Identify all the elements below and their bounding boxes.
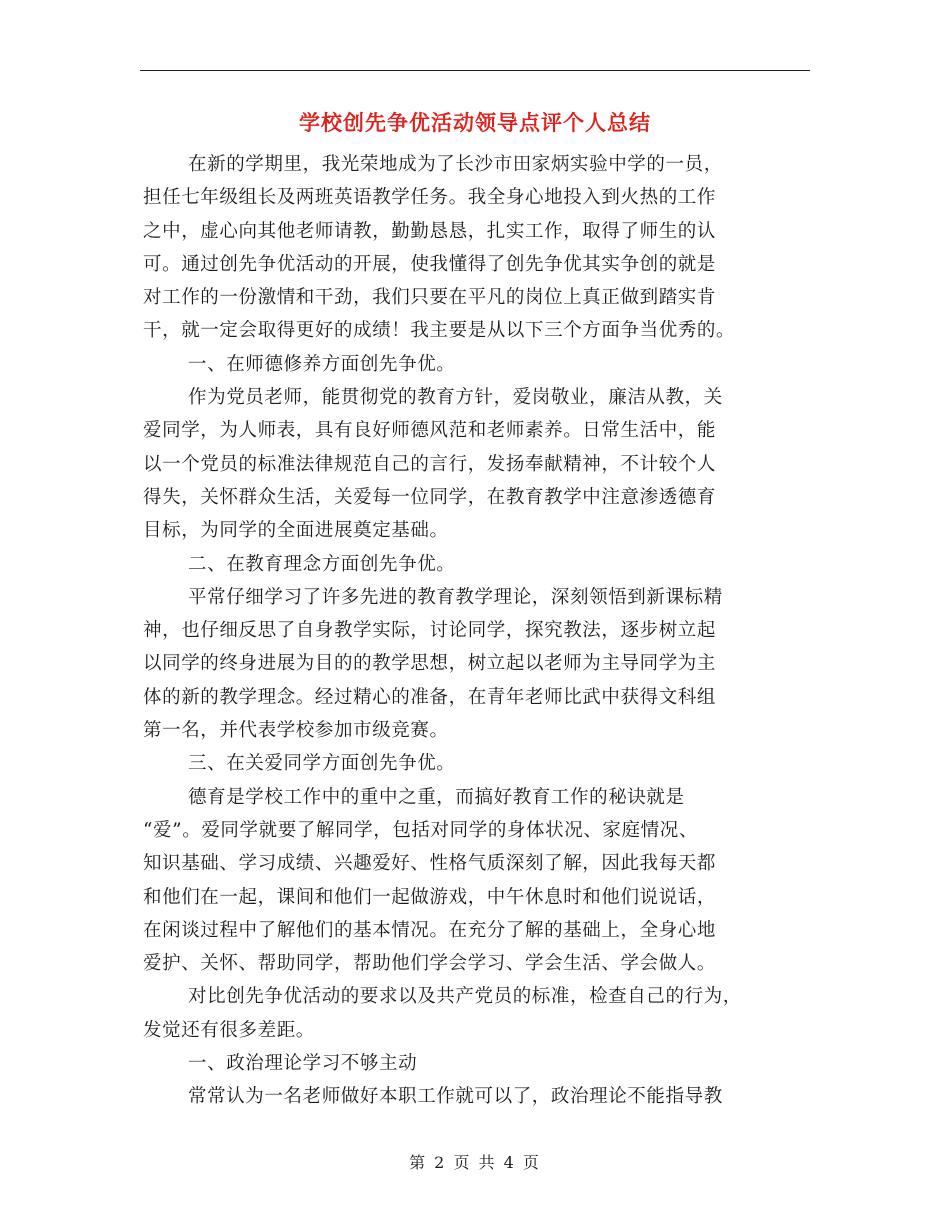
body-line: 对工作的一份激情和干劲，我们只要在平凡的岗位上真正做到踏实肯 (143, 287, 717, 309)
body-line: 一、政治理论学习不够主动 (188, 1053, 418, 1075)
body-line: 体的新的教学理念。经过精心的准备，在青年老师比武中获得文科组 (143, 686, 717, 708)
body-line: 之中，虚心向其他老师请教，勤勤恳恳，扎实工作，取得了师生的认 (143, 220, 717, 242)
body-line: 对比创先争优活动的要求以及共产党员的标准，检查自己的行为， (188, 986, 742, 1008)
body-line: 爱同学，为人师表，具有良好师德风范和老师素养。日常生活中，能 (143, 420, 717, 442)
body-line: 德育是学校工作中的重中之重，而搞好教育工作的秘诀就是 (188, 786, 685, 808)
body-line: 二、在教育理念方面创先争优。 (188, 553, 456, 575)
body-line: 以同学的终身进展为目的的教学思想，树立起以老师为主导同学为主 (143, 653, 717, 675)
body-line: 发觉还有很多差距。 (143, 1019, 315, 1041)
body-line: “爱”。爱同学就要了解同学，包括对同学的身体状况、家庭情况、 (143, 819, 698, 841)
body-line: 目标，为同学的全面进展奠定基础。 (143, 520, 449, 542)
body-line: 一、在师德修养方面创先争优。 (188, 353, 456, 375)
document-title: 学校创先争优活动领导点评个人总结 (299, 110, 651, 135)
body-line: 第一名，并代表学校参加市级竞赛。 (143, 720, 449, 742)
body-line: 常常认为一名老师做好本职工作就可以了，政治理论不能指导教 (188, 1086, 723, 1108)
body-line: 在闲谈过程中了解他们的基本情况。在充分了解的基础上，全身心地 (143, 919, 717, 941)
body-line: 和他们在一起，课间和他们一起做游戏，中午休息时和他们说说话， (143, 886, 717, 908)
body-line: 作为党员老师，能贯彻党的教育方针，爱岗敬业，廉洁从教，关 (188, 387, 723, 409)
body-line: 神，也仔细反思了自身教学实际，讨论同学，探究教法，逐步树立起 (143, 620, 717, 642)
body-line: 知识基础、学习成绩、兴趣爱好、性格气质深刻了解，因此我每天都 (143, 853, 717, 875)
document-body (143, 148, 803, 1114)
body-line: 干，就一定会取得更好的成绩！我主要是从以下三个方面争当优秀的。 (143, 320, 736, 342)
body-line: 可。通过创先争优活动的开展，使我懂得了创先争优其实争创的就是 (143, 253, 717, 275)
body-line: 担任七年级组长及两班英语教学任务。我全身心地投入到火热的工作 (143, 187, 717, 209)
body-line: 平常仔细学习了许多先进的教育教学理论，深刻领悟到新课标精 (188, 586, 723, 608)
body-line: 爱护、关怀、帮助同学，帮助他们学会学习、学会生活、学会做人。 (143, 953, 717, 975)
body-line: 在新的学期里，我光荣地成为了长沙市田家炳实验中学的一员， (188, 154, 723, 175)
body-line: 三、在关爱同学方面创先争优。 (188, 753, 456, 775)
header-divider (140, 70, 810, 71)
page-number: 第 2 页 共 4 页 (409, 1153, 541, 1172)
body-line: 得失，关怀群众生活，关爱每一位同学，在教育教学中注意渗透德育 (143, 486, 717, 508)
body-line: 以一个党员的标准法律规范自己的言行，发扬奉献精神，不计较个人 (143, 453, 717, 475)
